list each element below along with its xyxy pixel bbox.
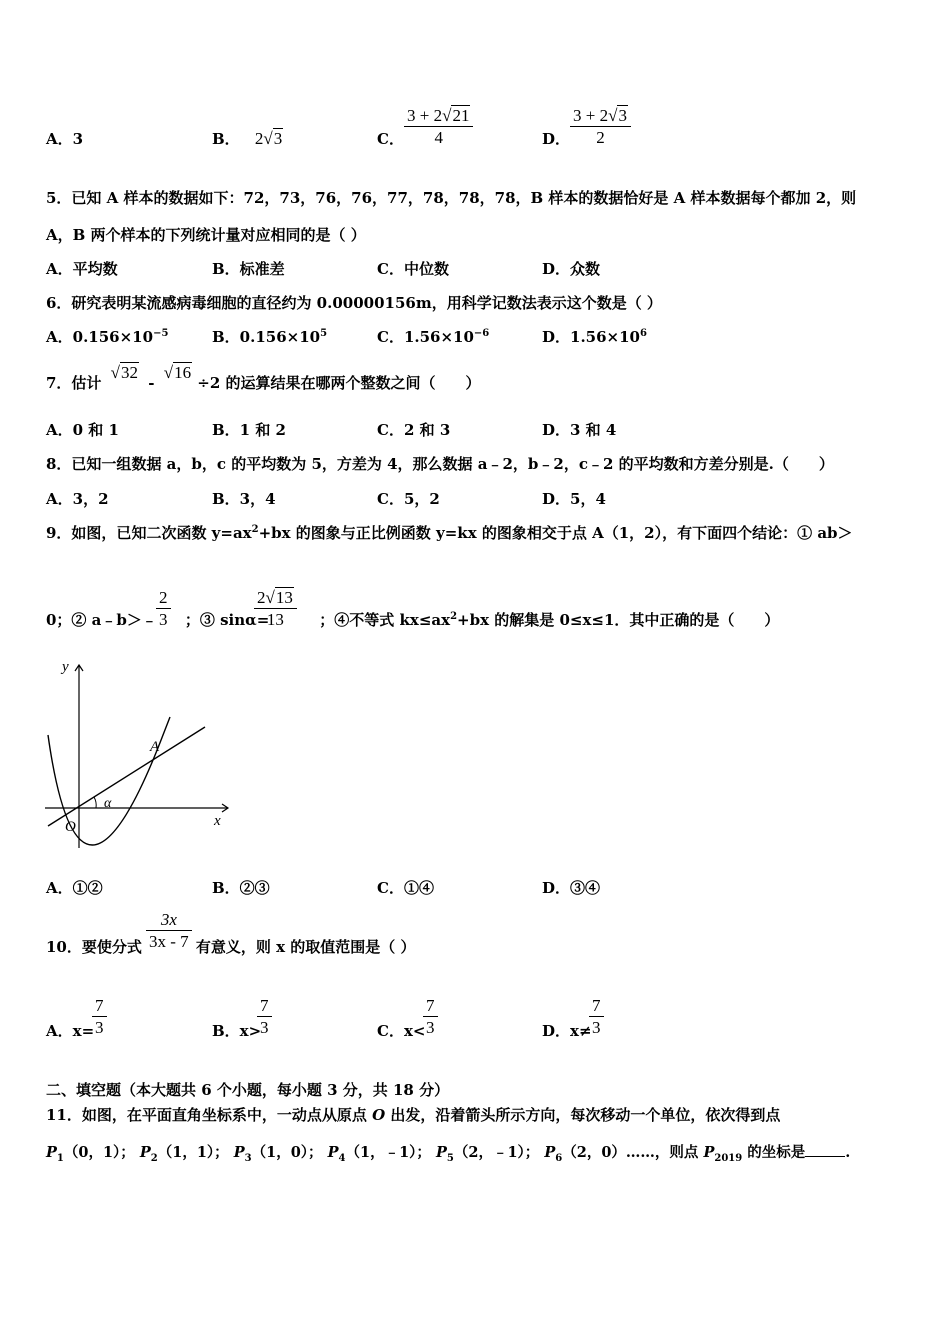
q7-sqrt-32: √32 — [110, 363, 139, 382]
section2-title: 二、填空题（本大题共 6 个小题，每小题 3 分，共 18 分） — [46, 1081, 450, 1099]
q5-stem-line1: 5．已知 A 样本的数据如下：72，73，76，76，77，78，78，78，B 样本的数据恰好是 A 样本数据每个都加 2，则 — [46, 189, 857, 207]
q9-fraction-two-thirds: 2 3 — [156, 588, 171, 631]
q7-stem: 7．估计 √32 - √16 ÷2 的运算结果在哪两个整数之间（ ） — [46, 363, 481, 392]
q9-option-b[interactable]: B．②③ — [212, 879, 270, 897]
q5-option-d[interactable]: D．众数 — [542, 260, 601, 278]
alpha-label: α — [104, 796, 112, 811]
y-label: y — [62, 659, 69, 675]
q5-option-a[interactable]: A．平均数 — [46, 260, 118, 278]
q10-c-fraction: 7 3 — [423, 996, 438, 1039]
q4-c-fraction: 3 + 2√21 4 — [404, 106, 473, 149]
q5-option-c[interactable]: C．中位数 — [377, 260, 449, 278]
q6-stem: 6．研究表明某流感病毒细胞的直径约为 0.00000156m，用科学记数法表示这个数是（ ） — [46, 294, 662, 312]
q10-option-d[interactable]: D．x≠ — [542, 1022, 592, 1040]
q8-option-c[interactable]: C．5，2 — [377, 490, 440, 508]
q4-option-a[interactable]: A．3 — [46, 130, 84, 148]
q9-graph — [40, 655, 240, 855]
q4-option-d[interactable]: D． — [542, 130, 571, 148]
q6-option-c[interactable]: C．$1.56\times 10^{-6}$ — [377, 328, 490, 346]
line-y-kx — [48, 727, 205, 826]
q9-option-d[interactable]: D．③④ — [542, 879, 601, 897]
q5-option-b[interactable]: B．标准差 — [212, 260, 285, 278]
q6-option-d[interactable]: D．$1.56\times 10^6$ — [542, 328, 647, 346]
q11-stem-line1: 11．如图，在平面直角坐标系中，一动点从原点 O 出发，沿着箭头所示方向，每次移动一个单位，依次得到点 — [46, 1106, 781, 1124]
q10-b-fraction: 7 3 — [257, 996, 272, 1039]
q8-stem: 8．已知一组数据 a，b，c 的平均数为 5，方差为 4，那么数据 a﹣2，b﹣2，c﹣2 的平均数和方差分别是.（ ） — [46, 455, 834, 473]
q7-option-a[interactable]: A．0 和 1 — [46, 421, 119, 439]
answer-blank[interactable] — [805, 1156, 845, 1157]
q4-option-c[interactable]: C． — [377, 130, 404, 148]
q8-option-b[interactable]: B．3，4 — [212, 490, 276, 508]
q9-stem-line2: 0；② a﹣b＞﹣ ；③ sinα= ；④不等式 $kx\le ax^2+bx$ 的解集是 0≤x≤1．其中正确的是（ ） — [46, 611, 780, 629]
q4-option-b[interactable]: B． 2√3 — [212, 129, 283, 148]
q10-option-b[interactable]: B．x> — [212, 1022, 262, 1040]
q11-stem-line2: $P_1(0$，1）； $P_2(1$，1）； $P_3(1$，0）； $P_4(1$，﹣1）； $P_5(2$，﹣1）； $P_6(2$，0）……，则点 $P_{2019}$ 的坐标是 . — [46, 1144, 851, 1164]
angle-arc — [94, 797, 96, 808]
point-a-label: A — [150, 739, 160, 755]
q9-option-a[interactable]: A．①② — [46, 879, 103, 897]
origin-label: O — [65, 819, 76, 835]
q7-option-d[interactable]: D．3 和 4 — [542, 421, 617, 439]
q7-sqrt-16: √16 — [163, 363, 192, 382]
q6-option-a[interactable]: A．$0.156\times 10^{-5}$ — [46, 328, 169, 346]
q4-d-fraction: 3 + 2√3 2 — [570, 106, 631, 149]
q7-option-c[interactable]: C．2 和 3 — [377, 421, 451, 439]
q4-b-expression: 2√3 — [254, 129, 283, 148]
q9-fraction-sin: 2√13 13 — [254, 588, 297, 631]
q10-stem: 10．要使分式 有意义，则 x 的取值范围是（ ） — [46, 938, 416, 956]
q7-option-b[interactable]: B．1 和 2 — [212, 421, 286, 439]
q8-option-a[interactable]: A．3，2 — [46, 490, 109, 508]
x-label: x — [214, 813, 221, 829]
q6-option-b[interactable]: B．$0.156\times 10^5$ — [212, 328, 328, 346]
q9-option-c[interactable]: C．①④ — [377, 879, 434, 897]
q5-stem-line2: A，B 两个样本的下列统计量对应相同的是（ ） — [46, 226, 366, 244]
q9-stem-line1: 9．如图，已知二次函数 $y=ax^2+bx$ 的图象与正比例函数 y=kx 的图象相交于点 A（1，2），有下面四个结论：① ab＞ — [46, 524, 853, 542]
q10-a-fraction: 7 3 — [92, 996, 107, 1039]
q8-option-d[interactable]: D．5，4 — [542, 490, 606, 508]
q10-d-fraction: 7 3 — [589, 996, 604, 1039]
q10-option-c[interactable]: C．x< — [377, 1022, 426, 1040]
q10-option-a[interactable]: A．x= — [46, 1022, 95, 1040]
q10-fraction: 3x 3x - 7 — [146, 910, 192, 953]
